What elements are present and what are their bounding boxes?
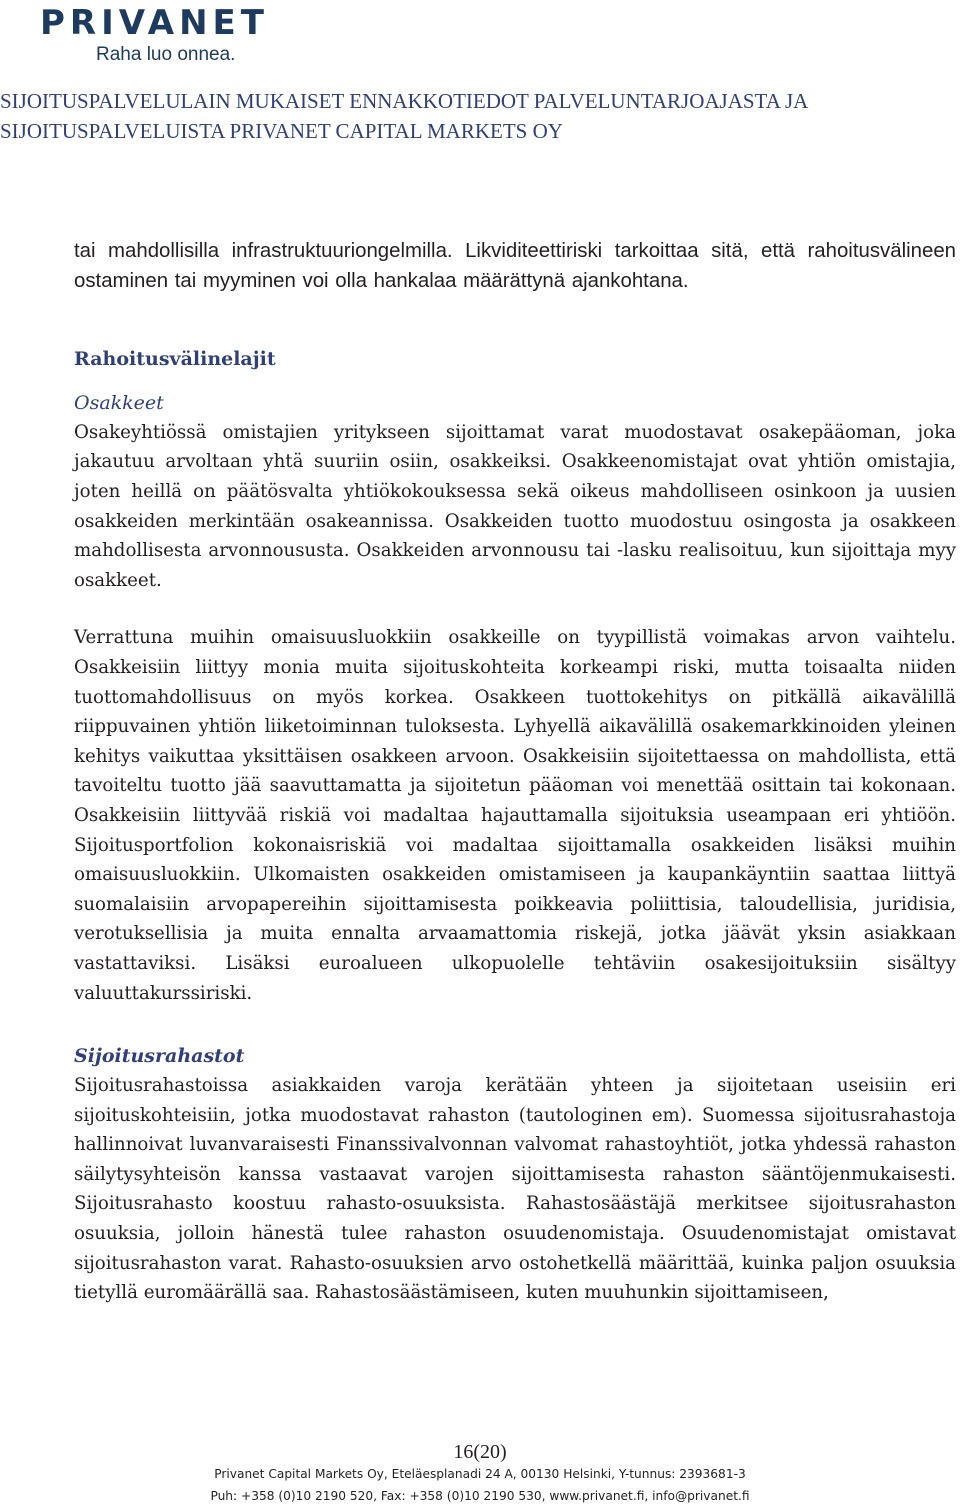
subsection-title-osakkeet: Osakkeet bbox=[74, 391, 164, 414]
footer-company-line: Privanet Capital Markets Oy, Eteläesplanadi 24 A, 00130 Helsinki, Y-tunnus: 2393681-3 bbox=[214, 1467, 746, 1481]
intro-paragraph: tai mahdollisilla infrastruktuuriongelmilla. Likviditeettiriski tarkoittaa sitä, että rahoitusvälineen ostaminen tai myyminen voi olla hankalaa määrättynä ajankohtana. bbox=[74, 240, 956, 293]
osakkeet-paragraph-2: Verrattuna muihin omaisuusluokkiin osakkeille on tyypillistä voimakas arvon vaihtelu. Osakkeisiin liittyy monia muita sijoituskohteita korkeampi riski, mutta toisaalta niiden tuottomahdollisuus on myös korkea. Osakkeen tuottokehitys on pitkällä aikavälillä riippuvainen yhtiön liiketoiminnan tuloksesta. Lyhyellä aikavälillä osakemarkkinoiden yleinen kehitys vaikuttaa yksittäisen osakkeen arvoon. Osakkeisiin sijoitettaessa on mahdollista, että tavoiteltu tuotto jää saavuttamatta ja sijoitetun pääoman voi menettää osittain tai kokonaan. Osakkeisiin liittyvää riskiä voi madaltaa hajauttamalla sijoituksia useampaan eri yhtiöön. Sijoitusportfolion kokonaisriskiä voi madaltaa sijoittamalla osakkeiden lisäksi muihin omaisuusluokkiin. Ulkomaisten osakkeiden omistamiseen ja kaupankäyntiin saattaa liittyä suomalaisiin arvopapereihin sijoittamisesta poikkeavia poliittisia, taloudellisia, juridisia, verotuksellisia ja muita ennalta arvaamattomia riskejä, jotka jäävät yksin asiakkaan vastattaviksi. Lisäksi euroalueen ulkopuolelle tehtäviin osakesijoituksiin sisältyy valuuttakurssiriski. bbox=[74, 627, 956, 1004]
page-content bbox=[74, 236, 956, 1308]
privanet-logo bbox=[40, 4, 302, 66]
page-number: 16(20) bbox=[453, 1441, 507, 1463]
document-header-title: SIJOITUSPALVELULAIN MUKAISET ENNAKKOTIEDOT PALVELUNTARJOAJASTA JA SIJOITUSPALVELUISTA PRIVANET CAPITAL MARKETS OY bbox=[0, 89, 808, 143]
logo-tagline: Raha luo onnea. bbox=[96, 44, 236, 65]
subsection-title-sijoitusrahastot: Sijoitusrahastot bbox=[74, 1045, 245, 1068]
footer-contact-line: Puh: +358 (0)10 2190 520, Fax: +358 (0)10 2190 530, www.privanet.fi, info@privanet.fi bbox=[210, 1489, 750, 1503]
osakkeet-paragraph-1: Osakeyhtiössä omistajien yritykseen sijoittamat varat muodostavat osakepääoman, joka jakautuu arvoltaan yhtä suuriin osiin, osakkeiksi. Osakkeenomistajat ovat yhtiön omistajia, joten heillä on päätösvalta yhtiökokouksessa sekä oikeus mahdolliseen osinkoon ja uusien osakkeiden merkintään osakeannissa. Osakkeiden tuotto muodostuu osingosta ja osakkeen mahdollisesta arvonnoususta. Osakkeiden arvonnousu tai -lasku realisoituu, kun sijoittaja myy osakkeet. bbox=[74, 421, 956, 591]
sijoitusrahastot-paragraph-1: Sijoitusrahastoissa asiakkaiden varoja kerätään yhteen ja sijoitetaan useisiin eri sijoituskohteisiin, jotka muodostavat rahaston (tautologinen em). Suomessa sijoitusrahastoja hallinnoivat luvanvaraisesti Finanssivalvonnan valvomat rahastoyhtiöt, jotka yhdessä rahaston säilytysyhteisön kanssa vastaavat varojen sijoittamisesta rahaston sääntöjenmukaisesti. Sijoitusrahasto koostuu rahasto-osuuksista. Rahastosäästäjä merkitsee sijoitusrahaston osuuksia, jolloin hänestä tulee rahaston osuudenomistaja. Osuudenomistajat omistavat sijoitusrahaston varat. Rahasto-osuuksien arvo ostohetkellä määrittää, kuinka paljon osuuksia tietyllä euromäärällä saa. Rahastosäästämiseen, kuten muuhunkin sijoittamiseen, bbox=[74, 1075, 956, 1304]
page-footer bbox=[0, 1441, 960, 1507]
section-title-rahoitusvalinelajit: Rahoitusvälinelajit bbox=[74, 347, 276, 370]
logo-wordmark: PRIVANET bbox=[40, 3, 269, 43]
